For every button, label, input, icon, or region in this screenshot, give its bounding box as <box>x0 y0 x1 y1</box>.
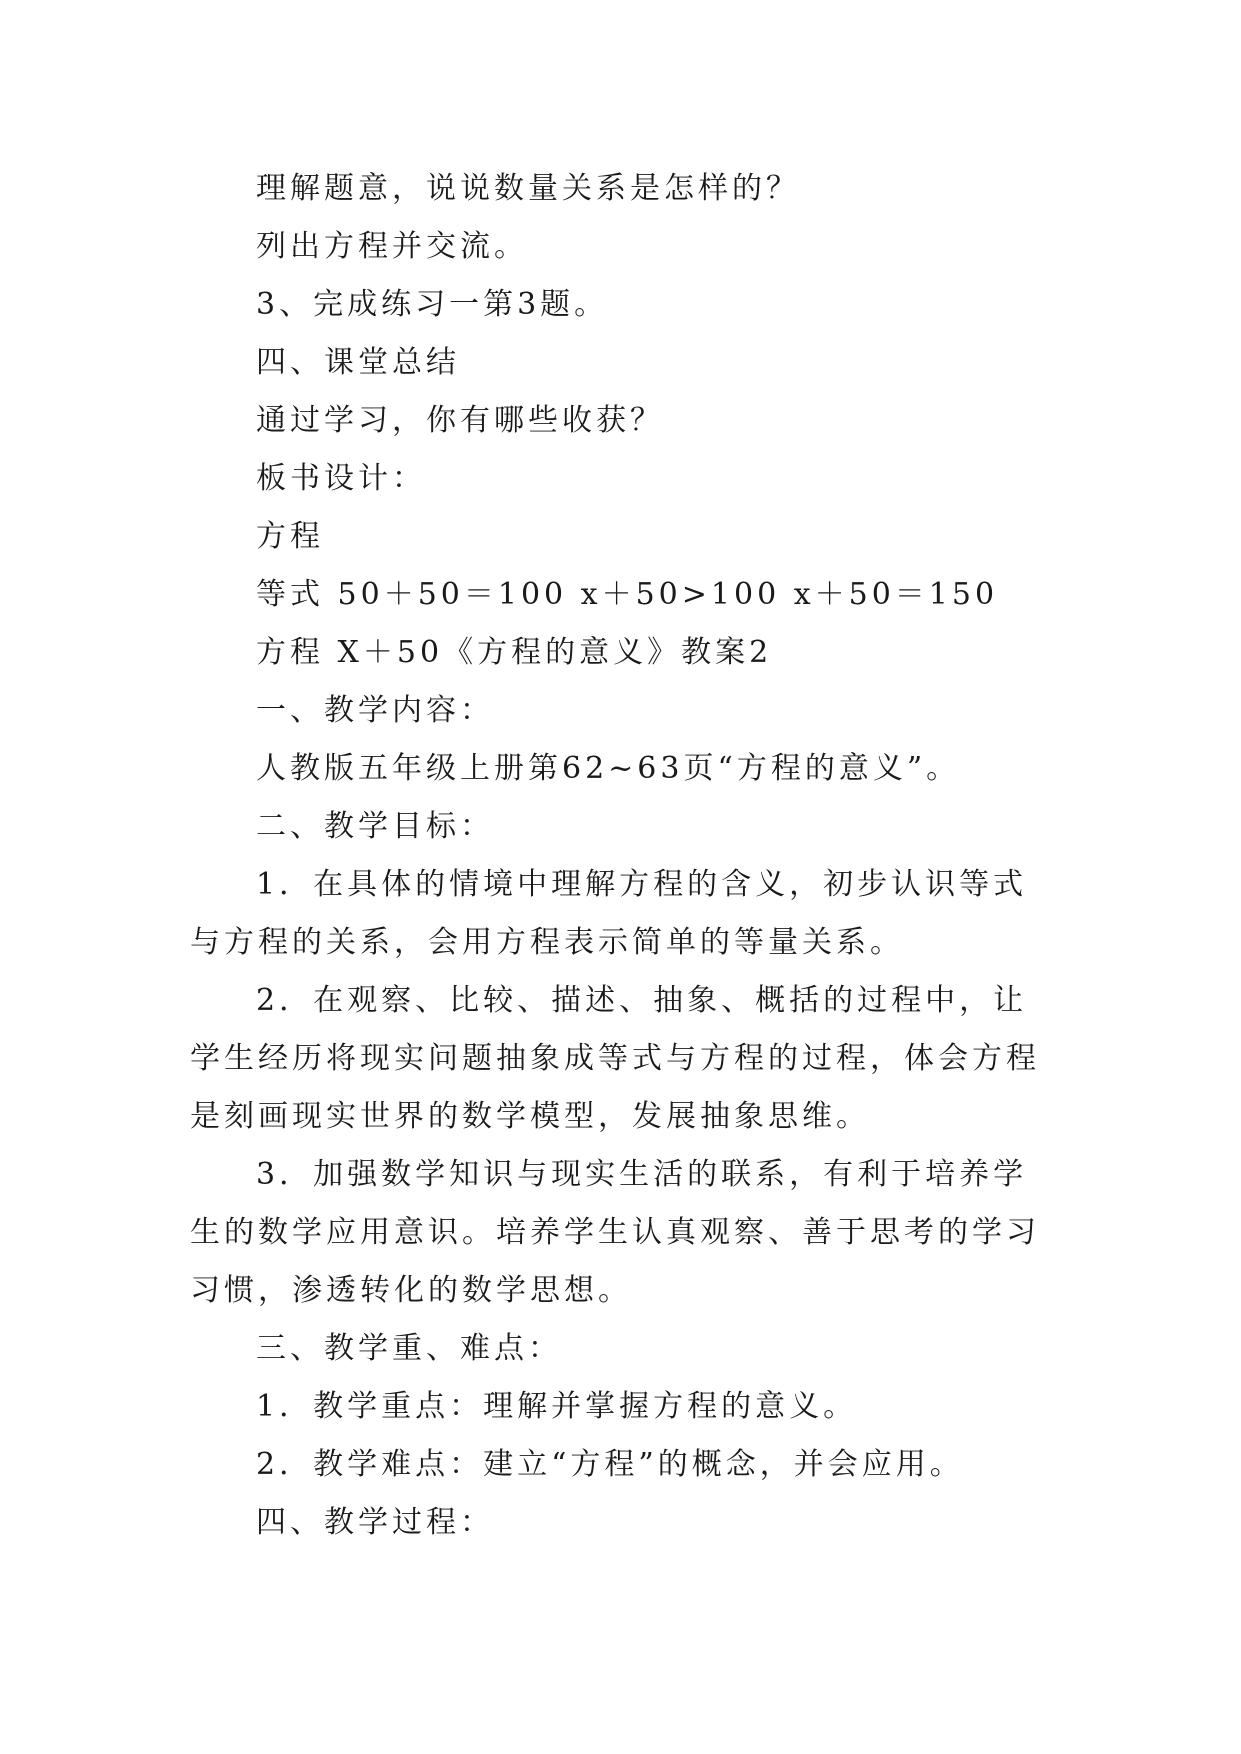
text-line: 通过学习，你有哪些收获？ <box>256 403 664 438</box>
text-line: 列出方程并交流。 <box>256 229 528 264</box>
section-heading: 二、教学目标： <box>256 809 494 844</box>
text-line: 人教版五年级上册第62~63页“方程的意义”。 <box>256 751 961 786</box>
text-line: 板书设计： <box>256 461 426 496</box>
text-line: 方程 <box>256 519 324 554</box>
document-body <box>190 160 1054 1552</box>
text-line: 等式 50＋50＝100 x＋50>100 x＋50＝150 <box>256 577 999 612</box>
section-heading: 四、课堂总结 <box>256 345 460 380</box>
document-title: 方程 X＋50《方程的意义》教案2 <box>256 635 773 670</box>
section-heading: 三、教学重、难点： <box>256 1331 562 1366</box>
objective-paragraph: 2．在观察、比较、描述、抽象、概括的过程中，让学生经历将现实问题抽象成等式与方程的过程，体会方程是刻画现实世界的数学模型，发展抽象思维。 <box>190 983 1040 1134</box>
text-line: 1．教学重点：理解并掌握方程的意义。 <box>256 1389 858 1424</box>
text-line: 理解题意，说说数量关系是怎样的？ <box>256 171 800 206</box>
objective-paragraph: 3．加强数学知识与现实生活的联系，有利于培养学生的数学应用意识。培养学生认真观察、善于思考的学习习惯，渗透转化的数学思想。 <box>190 1157 1040 1308</box>
text-line: 3、完成练习一第3题。 <box>256 287 609 322</box>
objective-paragraph: 1．在具体的情境中理解方程的含义，初步认识等式与方程的关系，会用方程表示简单的等量关系。 <box>190 867 1028 960</box>
section-heading: 一、教学内容： <box>256 693 494 728</box>
text-line: 2．教学难点：建立“方程”的概念，并会应用。 <box>256 1447 964 1482</box>
section-heading: 四、教学过程： <box>256 1505 494 1540</box>
